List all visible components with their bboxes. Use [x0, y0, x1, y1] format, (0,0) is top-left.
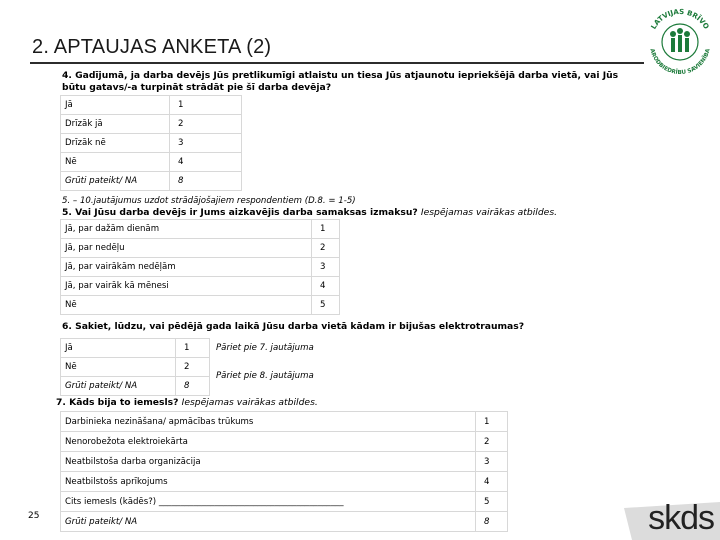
table-row: [61, 512, 508, 532]
option-code: 1: [176, 339, 210, 358]
option-label: Grūti pateikt/ NA: [61, 377, 176, 396]
table-row: [61, 220, 340, 239]
option-label: Darbinieka nezināšana/ apmācības trūkums: [61, 412, 476, 432]
option-label: Jā, par vairāk kā mēnesi: [61, 277, 312, 296]
option-label: Neatbilstošs aprīkojums: [61, 472, 476, 492]
question-5-text: 5. Vai Jūsu darba devējs ir Jums aizkavējis darba samaksas izmaksu?: [62, 207, 418, 218]
option-code: 2: [176, 358, 210, 377]
option-code: 8: [170, 172, 242, 191]
lbas-logo-icon: [640, 2, 720, 80]
option-code: 2: [312, 239, 340, 258]
table-row: [61, 153, 242, 172]
option-label: Neatbilstoša darba organizācija: [61, 452, 476, 472]
option-code: 1: [476, 412, 508, 432]
option-label: Jā, par dažām dienām: [61, 220, 312, 239]
skds-logo: [624, 499, 720, 540]
q4-options-table: [60, 95, 242, 191]
table-row: [61, 377, 210, 396]
option-code: 8: [476, 512, 508, 532]
instruction-note: [62, 195, 356, 207]
table-row: [61, 115, 242, 134]
table-row: [61, 172, 242, 191]
q5-options-table: [60, 219, 340, 315]
question-7-text: 7. Kāds bija to iemesls?: [56, 397, 179, 408]
question-7-hint: Iespējamas vairākas atbildes.: [181, 397, 318, 408]
note-text: 5. – 10.jautājumus uzdot strādājošajiem respondentiem (D.8. = 1-5): [62, 196, 356, 206]
q7-options-table: [60, 411, 508, 532]
option-label: Drīzāk nē: [61, 134, 170, 153]
page-title: 2. APTAUJAS ANKETA (2): [32, 36, 272, 58]
table-row: [61, 472, 508, 492]
option-label: Cits iemesls (kādēs?) ___________________________________________: [61, 492, 476, 512]
table-row: [61, 296, 340, 315]
table-row: [61, 96, 242, 115]
table-row: [61, 412, 508, 432]
question-6: 6. Sakiet, lūdzu, vai pēdējā gada laikā Jūsu darba vietā kādam ir bijušas elektrotraumas?: [62, 321, 525, 332]
table-row: [61, 339, 210, 358]
option-label: Jā: [61, 339, 176, 358]
table-row: [61, 258, 340, 277]
option-code: 4: [312, 277, 340, 296]
option-code: 3: [170, 134, 242, 153]
question-7: [56, 397, 656, 409]
option-label: Jā: [61, 96, 170, 115]
route-to-q7: Pāriet pie 7. jautājuma: [216, 343, 314, 353]
option-label: Jā, par nedēļu: [61, 239, 312, 258]
option-code: 3: [312, 258, 340, 277]
option-label: Nē: [61, 153, 170, 172]
question-5: [62, 207, 662, 219]
question-4: 4. Gadījumā, ja darba devējs Jūs pretlikumīgi atlaistu un tiesa Jūs atjaunotu iepriekšējā darba vietā, vai Jūs būtu gatavs/-a turpināt strādāt pie šī darba devēja?: [62, 70, 619, 93]
option-code: 3: [476, 452, 508, 472]
skds-brand-text: skds: [648, 499, 714, 537]
option-code: 5: [476, 492, 508, 512]
table-row: [61, 239, 340, 258]
option-label: Grūti pateikt/ NA: [61, 172, 170, 191]
q6-options-table: [60, 338, 210, 396]
option-code: 5: [312, 296, 340, 315]
table-row: [61, 134, 242, 153]
option-code: 2: [170, 115, 242, 134]
table-row: [61, 492, 508, 512]
option-code: 1: [170, 96, 242, 115]
option-label: Nē: [61, 296, 312, 315]
option-code: 4: [476, 472, 508, 492]
option-label: Drīzāk jā: [61, 115, 170, 134]
option-code: 2: [476, 432, 508, 452]
title-rule: [30, 62, 644, 64]
svg-text:ARODBIEDRĪBU SAVIENĪBA: ARODBIEDRĪBU SAVIENĪBA: [648, 48, 712, 77]
option-label: Grūti pateikt/ NA: [61, 512, 476, 532]
option-label: Jā, par vairākām nedēļām: [61, 258, 312, 277]
table-row: [61, 277, 340, 296]
option-code: 1: [312, 220, 340, 239]
option-label: Nē: [61, 358, 176, 377]
table-row: [61, 452, 508, 472]
option-code: 8: [176, 377, 210, 396]
question-5-hint: Iespējamas vairākas atbildes.: [420, 207, 558, 218]
svg-text:LATVIJAS BRĪVO: LATVIJAS BRĪVO: [649, 7, 711, 31]
table-row: [61, 358, 210, 377]
option-label: Nenorobežota elektroiekārta: [61, 432, 476, 452]
table-row: [61, 432, 508, 452]
page-number: 25: [28, 511, 40, 521]
route-to-q8: Pāriet pie 8. jautājuma: [216, 371, 314, 381]
option-code: 4: [170, 153, 242, 172]
